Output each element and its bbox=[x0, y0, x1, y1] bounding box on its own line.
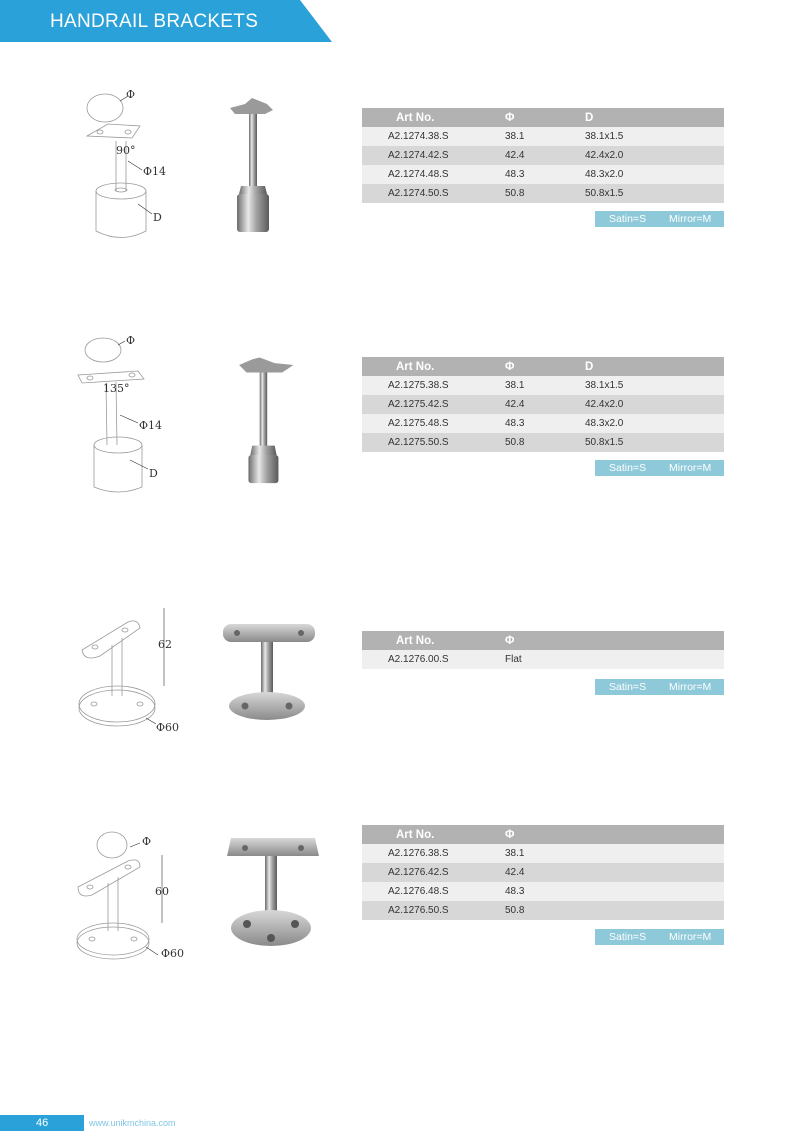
phi-cell: 38.1 bbox=[505, 127, 585, 146]
art-no-cell: A2.1276.50.S bbox=[362, 901, 505, 920]
phi-cell: 42.4 bbox=[505, 863, 585, 882]
art-no-cell: A2.1276.48.S bbox=[362, 882, 505, 901]
mirror-label: Mirror=M bbox=[669, 462, 712, 474]
phi-cell: 48.3 bbox=[505, 414, 585, 433]
phi-cell: 50.8 bbox=[505, 901, 585, 920]
art-no-cell: A2.1274.42.S bbox=[362, 146, 505, 165]
table-row bbox=[362, 395, 724, 414]
d-cell: 48.3x2.0 bbox=[585, 414, 724, 433]
phi-cell: 38.1 bbox=[505, 844, 585, 863]
finish-legend bbox=[595, 679, 724, 695]
d-label: D bbox=[153, 211, 162, 224]
art-no-cell: A2.1276.00.S bbox=[362, 650, 505, 669]
col-phi: Φ bbox=[505, 631, 585, 650]
spec-table-1 bbox=[362, 108, 724, 203]
col-art-no: Art No. bbox=[362, 631, 505, 650]
technical-drawing-4 bbox=[70, 815, 190, 975]
base-diameter-label: Φ60 bbox=[156, 721, 180, 734]
table-row bbox=[362, 184, 724, 203]
finish-legend bbox=[595, 460, 724, 476]
page-header bbox=[0, 0, 332, 42]
phi-cell: 50.8 bbox=[505, 184, 585, 203]
mirror-label: Mirror=M bbox=[669, 213, 712, 225]
col-phi: Φ bbox=[505, 357, 585, 376]
table-row bbox=[362, 901, 724, 920]
table-row bbox=[362, 376, 724, 395]
phi14-label: Φ14 bbox=[139, 419, 163, 432]
art-no-cell: A2.1275.50.S bbox=[362, 433, 505, 452]
phi-label: Φ bbox=[126, 88, 136, 101]
product-photo-2 bbox=[215, 335, 325, 485]
satin-label: Satin=S bbox=[609, 213, 647, 225]
art-no-cell: A2.1275.42.S bbox=[362, 395, 505, 414]
phi-cell: 50.8 bbox=[505, 433, 585, 452]
col-d: D bbox=[585, 108, 724, 127]
d-cell: 38.1x1.5 bbox=[585, 376, 724, 395]
height-label: 62 bbox=[158, 638, 172, 651]
col-art-no: Art No. bbox=[362, 108, 505, 127]
angle-label: 135° bbox=[103, 382, 130, 395]
d-cell: 48.3x2.0 bbox=[585, 165, 724, 184]
d-cell: 42.4x2.0 bbox=[585, 146, 724, 165]
table-row bbox=[362, 433, 724, 452]
art-no-cell: A2.1276.42.S bbox=[362, 863, 505, 882]
finish-legend bbox=[595, 929, 724, 945]
d-cell: 42.4x2.0 bbox=[585, 395, 724, 414]
phi-cell: 48.3 bbox=[505, 165, 585, 184]
table-row bbox=[362, 863, 724, 882]
table-row bbox=[362, 414, 724, 433]
product-photo-4 bbox=[215, 815, 325, 965]
product-photo-1 bbox=[215, 86, 325, 236]
art-no-cell: A2.1274.50.S bbox=[362, 184, 505, 203]
phi-cell: 38.1 bbox=[505, 376, 585, 395]
col-art-no: Art No. bbox=[362, 357, 505, 376]
d-cell: 50.8x1.5 bbox=[585, 433, 724, 452]
table-row bbox=[362, 146, 724, 165]
art-no-cell: A2.1274.38.S bbox=[362, 127, 505, 146]
phi-cell: 42.4 bbox=[505, 146, 585, 165]
phi14-label: Φ14 bbox=[143, 165, 167, 178]
phi-cell: 48.3 bbox=[505, 882, 585, 901]
footer-url[interactable]: www.unikmchina.com bbox=[89, 1118, 176, 1128]
mirror-label: Mirror=M bbox=[669, 931, 712, 943]
table-row bbox=[362, 650, 724, 669]
mirror-label: Mirror=M bbox=[669, 681, 712, 693]
page-number: 46 bbox=[36, 1117, 49, 1129]
phi-cell: Flat bbox=[505, 650, 585, 669]
angle-label: 90° bbox=[116, 144, 136, 157]
col-art-no: Art No. bbox=[362, 825, 505, 844]
technical-drawing-1 bbox=[70, 86, 190, 246]
phi-label: Φ bbox=[126, 335, 136, 347]
art-no-cell: A2.1276.38.S bbox=[362, 844, 505, 863]
satin-label: Satin=S bbox=[609, 462, 647, 474]
table-row bbox=[362, 165, 724, 184]
col-phi: Φ bbox=[505, 825, 585, 844]
satin-label: Satin=S bbox=[609, 681, 647, 693]
col-phi: Φ bbox=[505, 108, 585, 127]
page-title: HANDRAIL BRACKETS bbox=[50, 11, 259, 32]
spec-table-2 bbox=[362, 357, 724, 452]
art-no-cell: A2.1275.38.S bbox=[362, 376, 505, 395]
table-row bbox=[362, 127, 724, 146]
table-row bbox=[362, 844, 724, 863]
art-no-cell: A2.1274.48.S bbox=[362, 165, 505, 184]
base-diameter-label: Φ60 bbox=[161, 947, 185, 960]
col-d: D bbox=[585, 357, 724, 376]
d-cell: 38.1x1.5 bbox=[585, 127, 724, 146]
satin-label: Satin=S bbox=[609, 931, 647, 943]
height-label: 60 bbox=[155, 885, 169, 898]
phi-cell: 42.4 bbox=[505, 395, 585, 414]
finish-legend bbox=[595, 211, 724, 227]
technical-drawing-3 bbox=[70, 590, 190, 750]
table-row bbox=[362, 882, 724, 901]
product-photo-3 bbox=[215, 590, 325, 740]
d-label: D bbox=[149, 467, 158, 480]
technical-drawing-2 bbox=[70, 335, 190, 495]
phi-label: Φ bbox=[142, 835, 152, 848]
art-no-cell: A2.1275.48.S bbox=[362, 414, 505, 433]
spec-table-3 bbox=[362, 631, 724, 669]
d-cell: 50.8x1.5 bbox=[585, 184, 724, 203]
spec-table-4 bbox=[362, 825, 724, 920]
